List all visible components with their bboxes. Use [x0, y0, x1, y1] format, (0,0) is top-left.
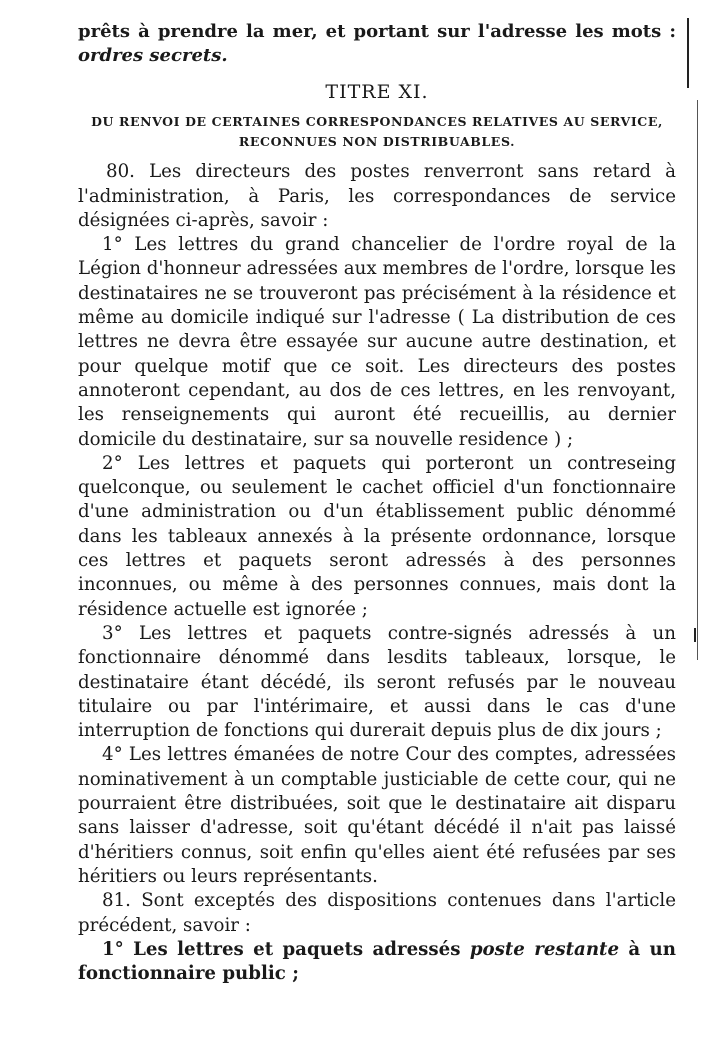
document-body: [78, 20, 676, 986]
article-80-intro: 80. Les directeurs des postes renverront sans retard à l'administration, à Paris, les correspondances de service désignées ci-après, savoir :: [78, 161, 676, 231]
margin-rule-top: [687, 18, 689, 88]
article-80-item-1: 1° Les lettres du grand chancelier de l'ordre royal de la Légion d'honneur adressées aux membres de l'ordre, lorsque les destinataires ne se trouveront pas précisément à la résidence et même au domicile indiqué sur l'adresse ( La distribution de ces lettres ne devra être essayée sur aucune autre destination, et pour quelque motif que ce soit. Les directeurs des postes annoteront cependant, au dos de ces lettres, en les renvoyant, les renseignements qui auront été recueillis, au dernier domicile du destinataire, sur sa nouvelle residence ) ;: [78, 234, 676, 450]
lead-paragraph: [78, 20, 676, 68]
article-81-item-1: [78, 938, 676, 987]
document-page: [78, 20, 676, 986]
lead-italic: ordres secrets.: [78, 45, 228, 66]
article-80-item-2: 2° Les lettres et paquets qui porteront un contreseing quelconque, ou seulement le cachet officiel d'un fonctionnaire d'une administration ou d'un établissement public dénommé dans les tableaux annexés à la présente ordonnance, lorsque ces lettres et paquets seront adressés à des personnes inconnues, ou même à des personnes connues, mais dont la résidence actuelle est ignorée ;: [78, 452, 676, 620]
lead-text: prêts à prendre la mer, et portant sur l'adresse les mots :: [78, 21, 676, 42]
article-81-item-1-text-a: 1° Les lettres et paquets adressés: [102, 938, 470, 960]
article-80-item-3: 3° Les lettres et paquets contre-signés adressés à un fonctionnaire dénommé dans lesdits tableaux, lorsque, le destinataire étant décédé, ils seront refusés par le nouveau titulaire ou par l'intérimaire, et aussi dans le cas d'une interruption de fonctions qui durerait depuis plus de dix jours ;: [78, 622, 676, 742]
margin-tick: [694, 628, 696, 642]
subtitle-line-2: RECONNUES NON DISTRIBUABLES.: [238, 134, 516, 150]
section-title: TITRE XI.: [325, 81, 429, 103]
margin-rule-right: [697, 100, 698, 660]
article-80-item-4: 4° Les lettres émanées de notre Cour des comptes, adressées nominativement à un comptable justiciable de cette cour, qui ne pourraient être distribuées, soit que le destinataire ait disparu sans laisser d'adresse, soit qu'étant décédé il n'ait pas laissé d'héritiers connus, soit enfin qu'elles aient été refusées par ses héritiers ou leurs représentants.: [78, 744, 676, 887]
section-subtitle: [78, 112, 676, 152]
article-81-intro: 81. Sont exceptés des dispositions contenues dans l'article précédent, savoir :: [78, 890, 676, 936]
article-81-item-1-text-b: à un fonctionnaire public ;: [78, 938, 676, 985]
subtitle-line-1: DU RENVOI DE CERTAINES CORRESPONDANCES RELATIVES AU SERVICE,: [91, 114, 663, 130]
article-81-item-1-italic: poste restante: [469, 938, 620, 960]
